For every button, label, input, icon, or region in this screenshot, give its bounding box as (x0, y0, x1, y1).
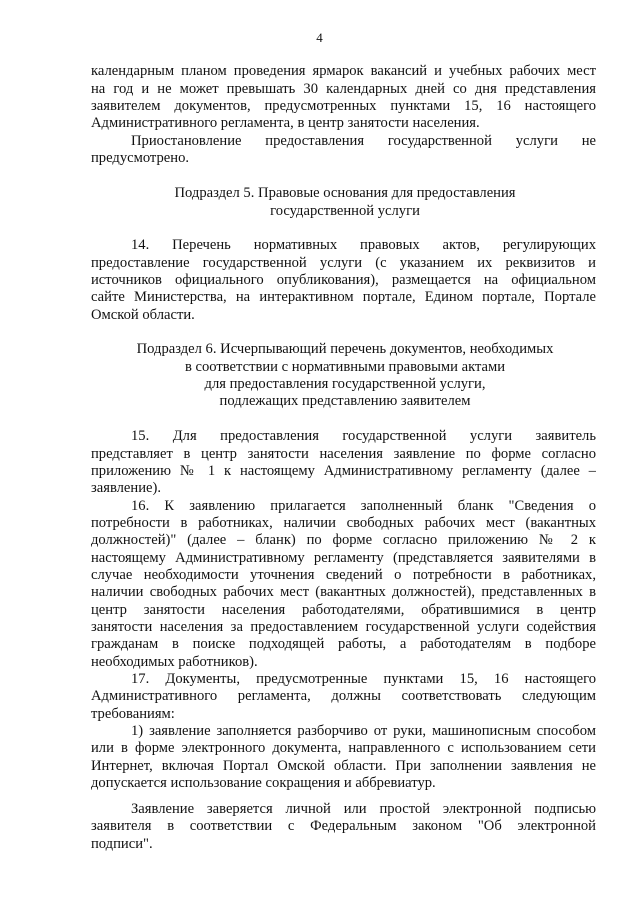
section-heading: для предоставления государственной услуги, (204, 376, 486, 392)
section-heading: подлежащих представлению заявителем (219, 393, 471, 409)
text-line: сайте Министерства, на интерактивном портале, Едином портале, Портале (91, 289, 596, 305)
text-line: допускается использование сокращения и аббревиатур. (91, 775, 436, 791)
text-line: или в форме электронного документа, направленного с использованием сети (91, 740, 596, 756)
text-line: заявителя в соответствии с Федеральным законом "Об электронной (91, 818, 596, 834)
text-line: на год и не может превышать 30 календарных дней со дня представления (91, 81, 596, 97)
section-heading: в соответствии с нормативными правовыми актами (184, 359, 506, 375)
text-line: требованиям: (91, 706, 175, 722)
text-line: подписи". (91, 836, 153, 852)
text-line: случае необходимости уточнения сведений о потребности в работниках, (91, 567, 596, 583)
text-line: наличии свободных рабочих мест (вакантных должностей), представленных в (91, 584, 596, 600)
text-line: занятости населения за предоставлением государственной услуги содействия (91, 619, 596, 635)
page-number: 4 (316, 30, 323, 45)
text-line: источников официального опубликования), размещается на официальном (91, 272, 596, 288)
text-line: центр занятости населения работодателями, обратившимися в центр (91, 602, 596, 618)
text-line: гражданам в поиске подходящей работы, а работодателям в подборе (91, 636, 596, 652)
section-heading: Подраздел 6. Исчерпывающий перечень документов, необходимых (136, 341, 554, 357)
text-line: предоставление государственной услуги (с указанием их реквизитов и (91, 255, 596, 271)
text-line: Интернет, включая Портал Омской области. При заполнении заявления не (91, 758, 596, 774)
section-heading: Подраздел 5. Правовые основания для предоставления (174, 185, 516, 201)
text-line: 1) заявление заполняется разборчиво от руки, машинописным способом (131, 723, 596, 739)
text-line: предусмотрено. (91, 150, 190, 166)
text-line: приложению № 1 к настоящему Административному регламенту (далее – (91, 463, 596, 479)
text-line: 14. Перечень нормативных правовых актов, регулирующих (131, 237, 596, 253)
text-line: должностей)" (далее – бланк) по форме согласно приложению № 2 к (91, 532, 596, 548)
text-line: настоящему Административному регламенту (представляется заявителями в (91, 550, 596, 566)
text-line: 16. К заявлению прилагается заполненный бланк "Сведения о (131, 498, 596, 514)
text-line: Административного регламента, должны соответствовать следующим (91, 688, 596, 704)
text-line: Административного регламента, в центр занятости населения. (91, 115, 480, 131)
text-line: потребности в работниках, наличии свободных рабочих мест (вакантных (91, 515, 596, 531)
text-line: необходимых работников). (91, 654, 258, 670)
text-line: заявление). (91, 480, 162, 496)
text-line: Заявление заверяется личной или простой электронной подписью (131, 801, 596, 817)
text-line: календарным планом проведения ярмарок вакансий и учебных рабочих мест (91, 63, 596, 79)
text-line: 17. Документы, предусмотренные пунктами 15, 16 настоящего (131, 671, 596, 687)
text-line: Приостановление предоставления государственной услуги не (131, 133, 596, 149)
text-line: 15. Для предоставления государственной услуги заявитель (131, 428, 596, 444)
text-line: Омской области. (91, 307, 195, 323)
section-heading: государственной услуги (270, 203, 420, 219)
text-line: представляет в центр занятости населения заявление по форме согласно (91, 446, 596, 462)
text-line: заявителем документов, предусмотренных пунктами 15, 16 настоящего (91, 98, 596, 114)
